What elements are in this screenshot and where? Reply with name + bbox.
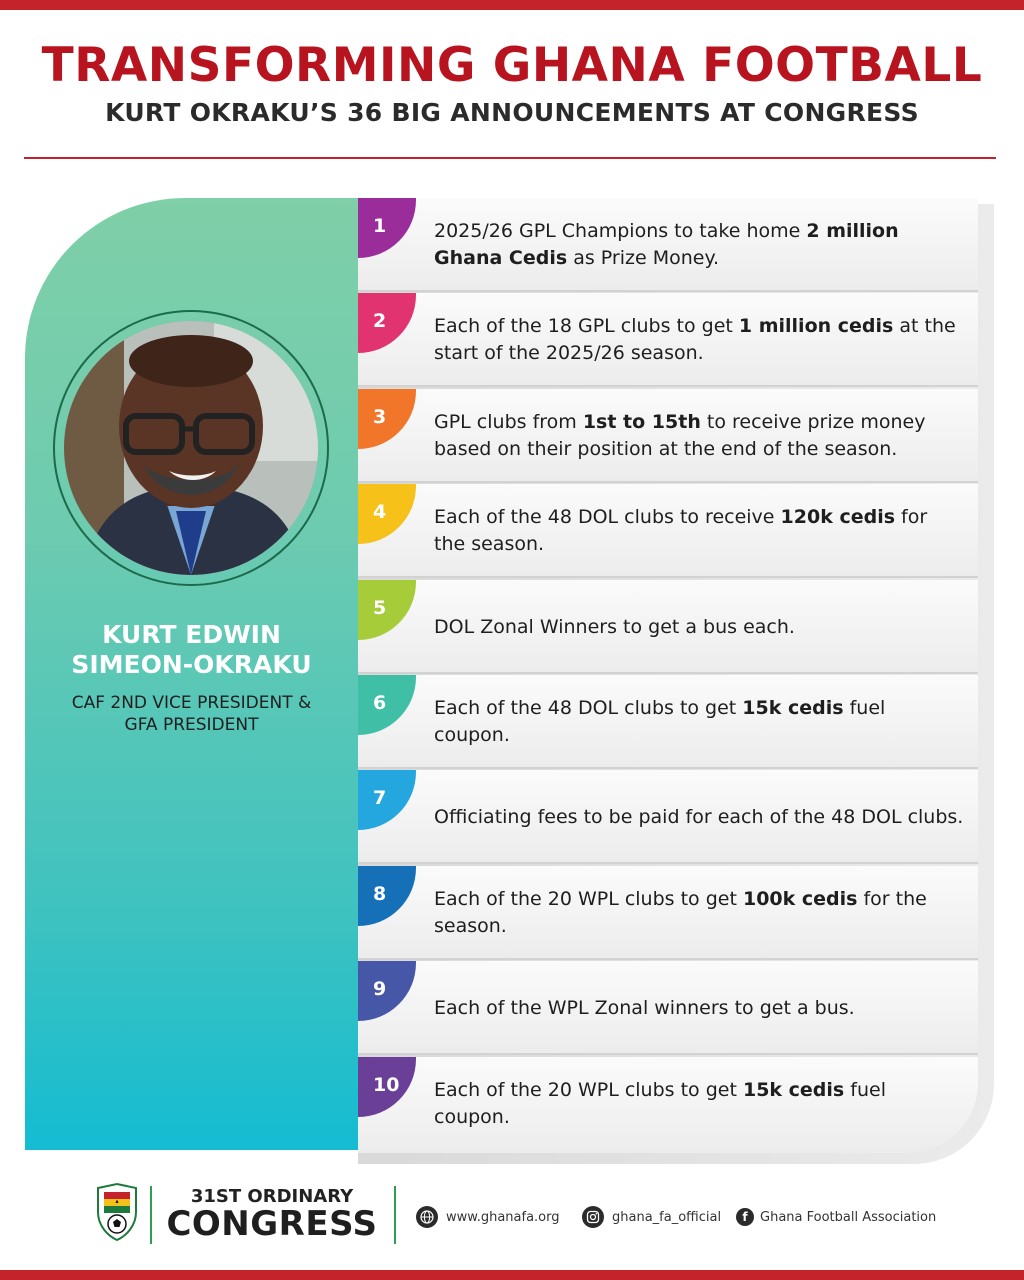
announcement-text: [434, 866, 964, 960]
facebook-text: Ghana Football Association: [760, 1209, 937, 1225]
bottom-accent-bar: [0, 1270, 1024, 1280]
announcement-item: [358, 675, 978, 769]
announcement-highlight: 100k cedis: [742, 888, 858, 910]
announcement-number-badge: 6: [358, 675, 416, 735]
announcement-highlight: 1st to 15th: [582, 411, 701, 433]
page-subtitle: KURT OKRAKU’S 36 BIG ANNOUNCEMENTS AT CONGRESS: [105, 98, 919, 127]
profile-photo: [64, 321, 318, 575]
header-divider: [24, 157, 996, 159]
announcement-text-part: GPL clubs from: [434, 411, 583, 433]
announcement-number-badge: 2: [358, 293, 416, 353]
announcement-text-part: Each of the 48 DOL clubs to get: [434, 697, 743, 719]
facebook-link[interactable]: [736, 1205, 936, 1229]
announcement-text-part: for the season.: [434, 506, 928, 555]
announcement-text-part: as Prize Money.: [567, 247, 720, 269]
announcement-highlight: 15k cedis: [742, 697, 844, 719]
announcement-number-badge: 1: [358, 198, 416, 258]
website-link[interactable]: [416, 1205, 560, 1229]
announcement-number-badge: 10: [358, 1057, 416, 1117]
announcement-item: [358, 1057, 978, 1153]
announcement-item: [358, 770, 978, 864]
announcement-item: [358, 484, 978, 578]
profile-photo-ring: [53, 310, 329, 586]
profile-role: CAF 2ND VICE PRESIDENT & GFA PRESIDENT: [71, 693, 312, 735]
footer-divider: [394, 1186, 396, 1244]
announcement-text: [434, 770, 964, 864]
announcement-text-part: Officiating fees to be paid for each of the 48 DOL clubs.: [434, 805, 964, 828]
announcement-text-part: DOL Zonal Winners to get a bus each.: [434, 615, 795, 638]
instagram-icon: [582, 1206, 604, 1228]
announcement-text: [434, 580, 964, 674]
profile-panel: [25, 198, 358, 1150]
announcement-item: [358, 866, 978, 960]
announcement-text: [434, 484, 964, 578]
announcement-highlight: 120k cedis: [780, 506, 896, 528]
announcement-text: [434, 389, 964, 483]
announcement-item: [358, 293, 978, 387]
announcement-item: [358, 198, 978, 292]
website-text: www.ghanafa.org: [446, 1209, 560, 1225]
announcement-text-part: Each of the 18 GPL clubs to get: [434, 315, 739, 337]
announcement-text-part: Each of the 20 WPL clubs to get: [434, 888, 743, 910]
facebook-icon: f: [736, 1208, 754, 1226]
announcement-number-badge: 4: [358, 484, 416, 544]
announcement-item: [358, 389, 978, 483]
announcement-number-badge: 3: [358, 389, 416, 449]
profile-name: KURT EDWIN SIMEON-OKRAKU: [71, 620, 312, 679]
footer-divider: [150, 1186, 152, 1244]
top-accent-bar: [0, 0, 1024, 10]
announcement-highlight: 2 million Ghana Cedis: [434, 220, 899, 269]
announcement-number-badge: 7: [358, 770, 416, 830]
announcement-text-part: fuel coupon.: [434, 697, 886, 746]
announcement-number-badge: 5: [358, 580, 416, 640]
announcement-text: [434, 1057, 964, 1151]
announcement-text-part: to receive prize money based on their position at the end of the season.: [434, 411, 926, 460]
announcement-number-badge: 8: [358, 866, 416, 926]
congress-label: CONGRESS: [166, 1204, 378, 1244]
announcement-text-part: at the start of the 2025/26 season.: [434, 315, 956, 364]
congress-edition: 31ST ORDINARY: [190, 1186, 354, 1207]
announcement-text-part: Each of the 20 WPL clubs to get: [434, 1079, 743, 1101]
announcement-text: [434, 675, 964, 769]
announcement-highlight: 15k cedis: [742, 1079, 845, 1101]
announcement-text: [434, 293, 964, 387]
announcement-text-part: Each of the 48 DOL clubs to receive: [434, 506, 781, 528]
announcement-highlight: 1 million cedis: [738, 315, 894, 337]
announcement-item: [358, 961, 978, 1055]
instagram-text: ghana_fa_official: [612, 1209, 722, 1225]
announcement-text-part: 2025/26 GPL Champions to take home: [434, 220, 807, 242]
instagram-link[interactable]: [582, 1205, 721, 1229]
ghana-fa-logo: [94, 1182, 140, 1242]
page-title: TRANSFORMING GHANA FOOTBALL: [41, 38, 983, 93]
announcement-text-part: fuel coupon.: [434, 1079, 886, 1128]
announcement-number-badge: 9: [358, 961, 416, 1021]
announcement-text-part: for the season.: [434, 888, 927, 937]
announcement-text: [434, 198, 964, 292]
announcement-text-part: Each of the WPL Zonal winners to get a bus.: [434, 996, 855, 1019]
announcement-text: [434, 961, 964, 1055]
globe-icon: [416, 1206, 438, 1228]
announcement-item: [358, 580, 978, 674]
